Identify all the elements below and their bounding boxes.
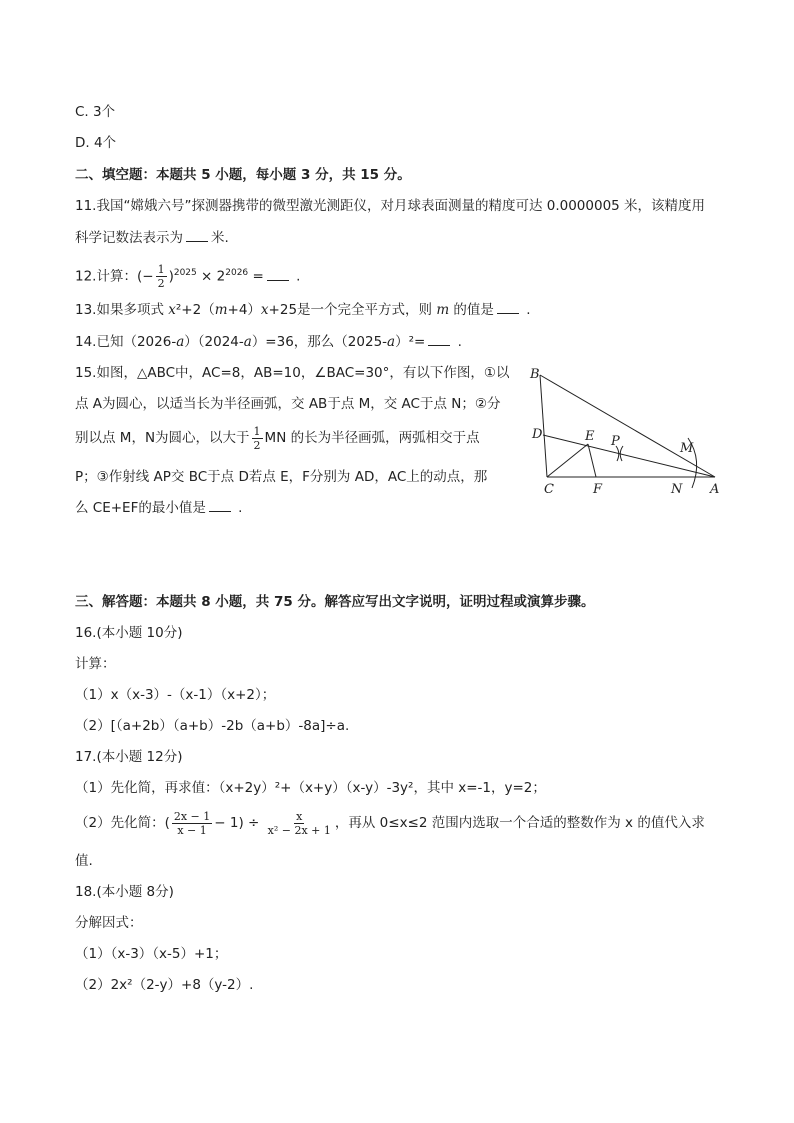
- q16-part1: （1）x（x-3）-（x-1）（x+2）；: [75, 687, 276, 703]
- arc-p2: [620, 446, 623, 461]
- label-n: N: [671, 482, 683, 497]
- section-2-header: 二、填空题：本题共 5 小题，每小题 3 分，共 15 分。: [75, 167, 411, 183]
- q17-part2: （2）先化简：( $\frac{2x - 1}{x - 1}$ − 1) ÷ $\frac{x}{\text{x² − 2x + 1}}$ ，再从 0≤x≤2 范围内选取一个合适的整数作为 x 的值代入求: [75, 809, 705, 837]
- q13: 13.如果多项式 x²+2（m+4）x+25是一个完全平方式，则 m 的值是 .: [75, 302, 531, 318]
- q15-line5: 么 CE+EF的最小值是 .: [75, 500, 243, 516]
- label-c: C: [544, 482, 554, 497]
- answer-blank: [428, 332, 450, 346]
- q18-part1: （1）（x-3）（x-5）+1；: [75, 946, 228, 962]
- label-b: B: [530, 367, 540, 382]
- label-d: D: [532, 427, 543, 442]
- label-m: M: [680, 441, 694, 456]
- segment-ce: [547, 444, 588, 477]
- q16-part2: （2）[（a+2b）（a+b）-2b（a+b）-8a]÷a.: [75, 718, 350, 734]
- q15-line4: P；③作射线 AP交 BC于点 D若点 E，F分别为 AD，AC上的动点，那: [75, 469, 488, 485]
- q16-intro: 计算：: [75, 656, 116, 672]
- q18-part2: （2）2x²（2-y）+8（y-2）.: [75, 977, 254, 993]
- label-e: E: [585, 429, 595, 444]
- q11-line1: 11.我国“嫦娥六号”探测器携带的微型激光测距仪，对月球表面测量的精度可达 0.0000005 米，该精度用: [75, 198, 706, 214]
- q12: 12.计算：(− $\frac{1}{2}$ )$^{2025} \times 2^{2026}$ = .: [75, 263, 301, 290]
- label-f: F: [593, 482, 603, 497]
- fraction: $\frac{1}{2}$: [157, 263, 165, 290]
- fraction: $\frac{2x - 1}{x - 1}$: [173, 809, 211, 837]
- segment-bc: [540, 375, 547, 477]
- q18-intro: 分解因式：: [75, 915, 143, 931]
- geometry-figure: [525, 360, 730, 500]
- q17-title: 17.(本小题 12分): [75, 749, 183, 765]
- label-a: A: [710, 482, 720, 497]
- fraction: $\frac{1}{2}$: [253, 424, 261, 452]
- answer-blank: [497, 300, 519, 314]
- segment-ef: [588, 444, 596, 477]
- q14: 14.已知（2026-a）（2024-a）=36，那么（2025-a）²= .: [75, 334, 462, 350]
- answer-blank: [186, 228, 208, 242]
- q15-line1: 15.如图，△ABC中，AC=8，AB=10，∠BAC=30°，有以下作图，①以: [75, 365, 510, 381]
- answer-blank: [209, 498, 231, 512]
- section-3-header: 三、解答题：本题共 8 小题，共 75 分。解答应写出文字说明，证明过程或演算步骤。: [75, 594, 595, 610]
- q18-title: 18.(本小题 8分): [75, 884, 174, 900]
- q15-line3: 别以点 M，N为圆心，以大于 $\frac{1}{2}$ MN 的长为半径画弧，两弧相交于点: [75, 424, 480, 452]
- q17-part2-cont: 值.: [75, 853, 93, 869]
- answer-blank: [267, 267, 289, 281]
- label-p: P: [611, 434, 620, 449]
- q11-line2: 科学记数法表示为 米.: [75, 230, 229, 246]
- q17-part1: （1）先化简，再求值：（x+2y）²+（x+y）（x-y）-3y²，其中 x=-1，y=2；: [75, 780, 546, 796]
- fraction: $\frac{x}{\text{x² − 2x + 1}}$: [267, 809, 331, 837]
- q15-line2: 点 A为圆心，以适当长为半径画弧，交 AB于点 M，交 AC于点 N；②分: [75, 396, 501, 412]
- option-d: D. 4个: [75, 135, 117, 151]
- option-c: C. 3个: [75, 104, 116, 120]
- q16-title: 16.(本小题 10分): [75, 625, 183, 641]
